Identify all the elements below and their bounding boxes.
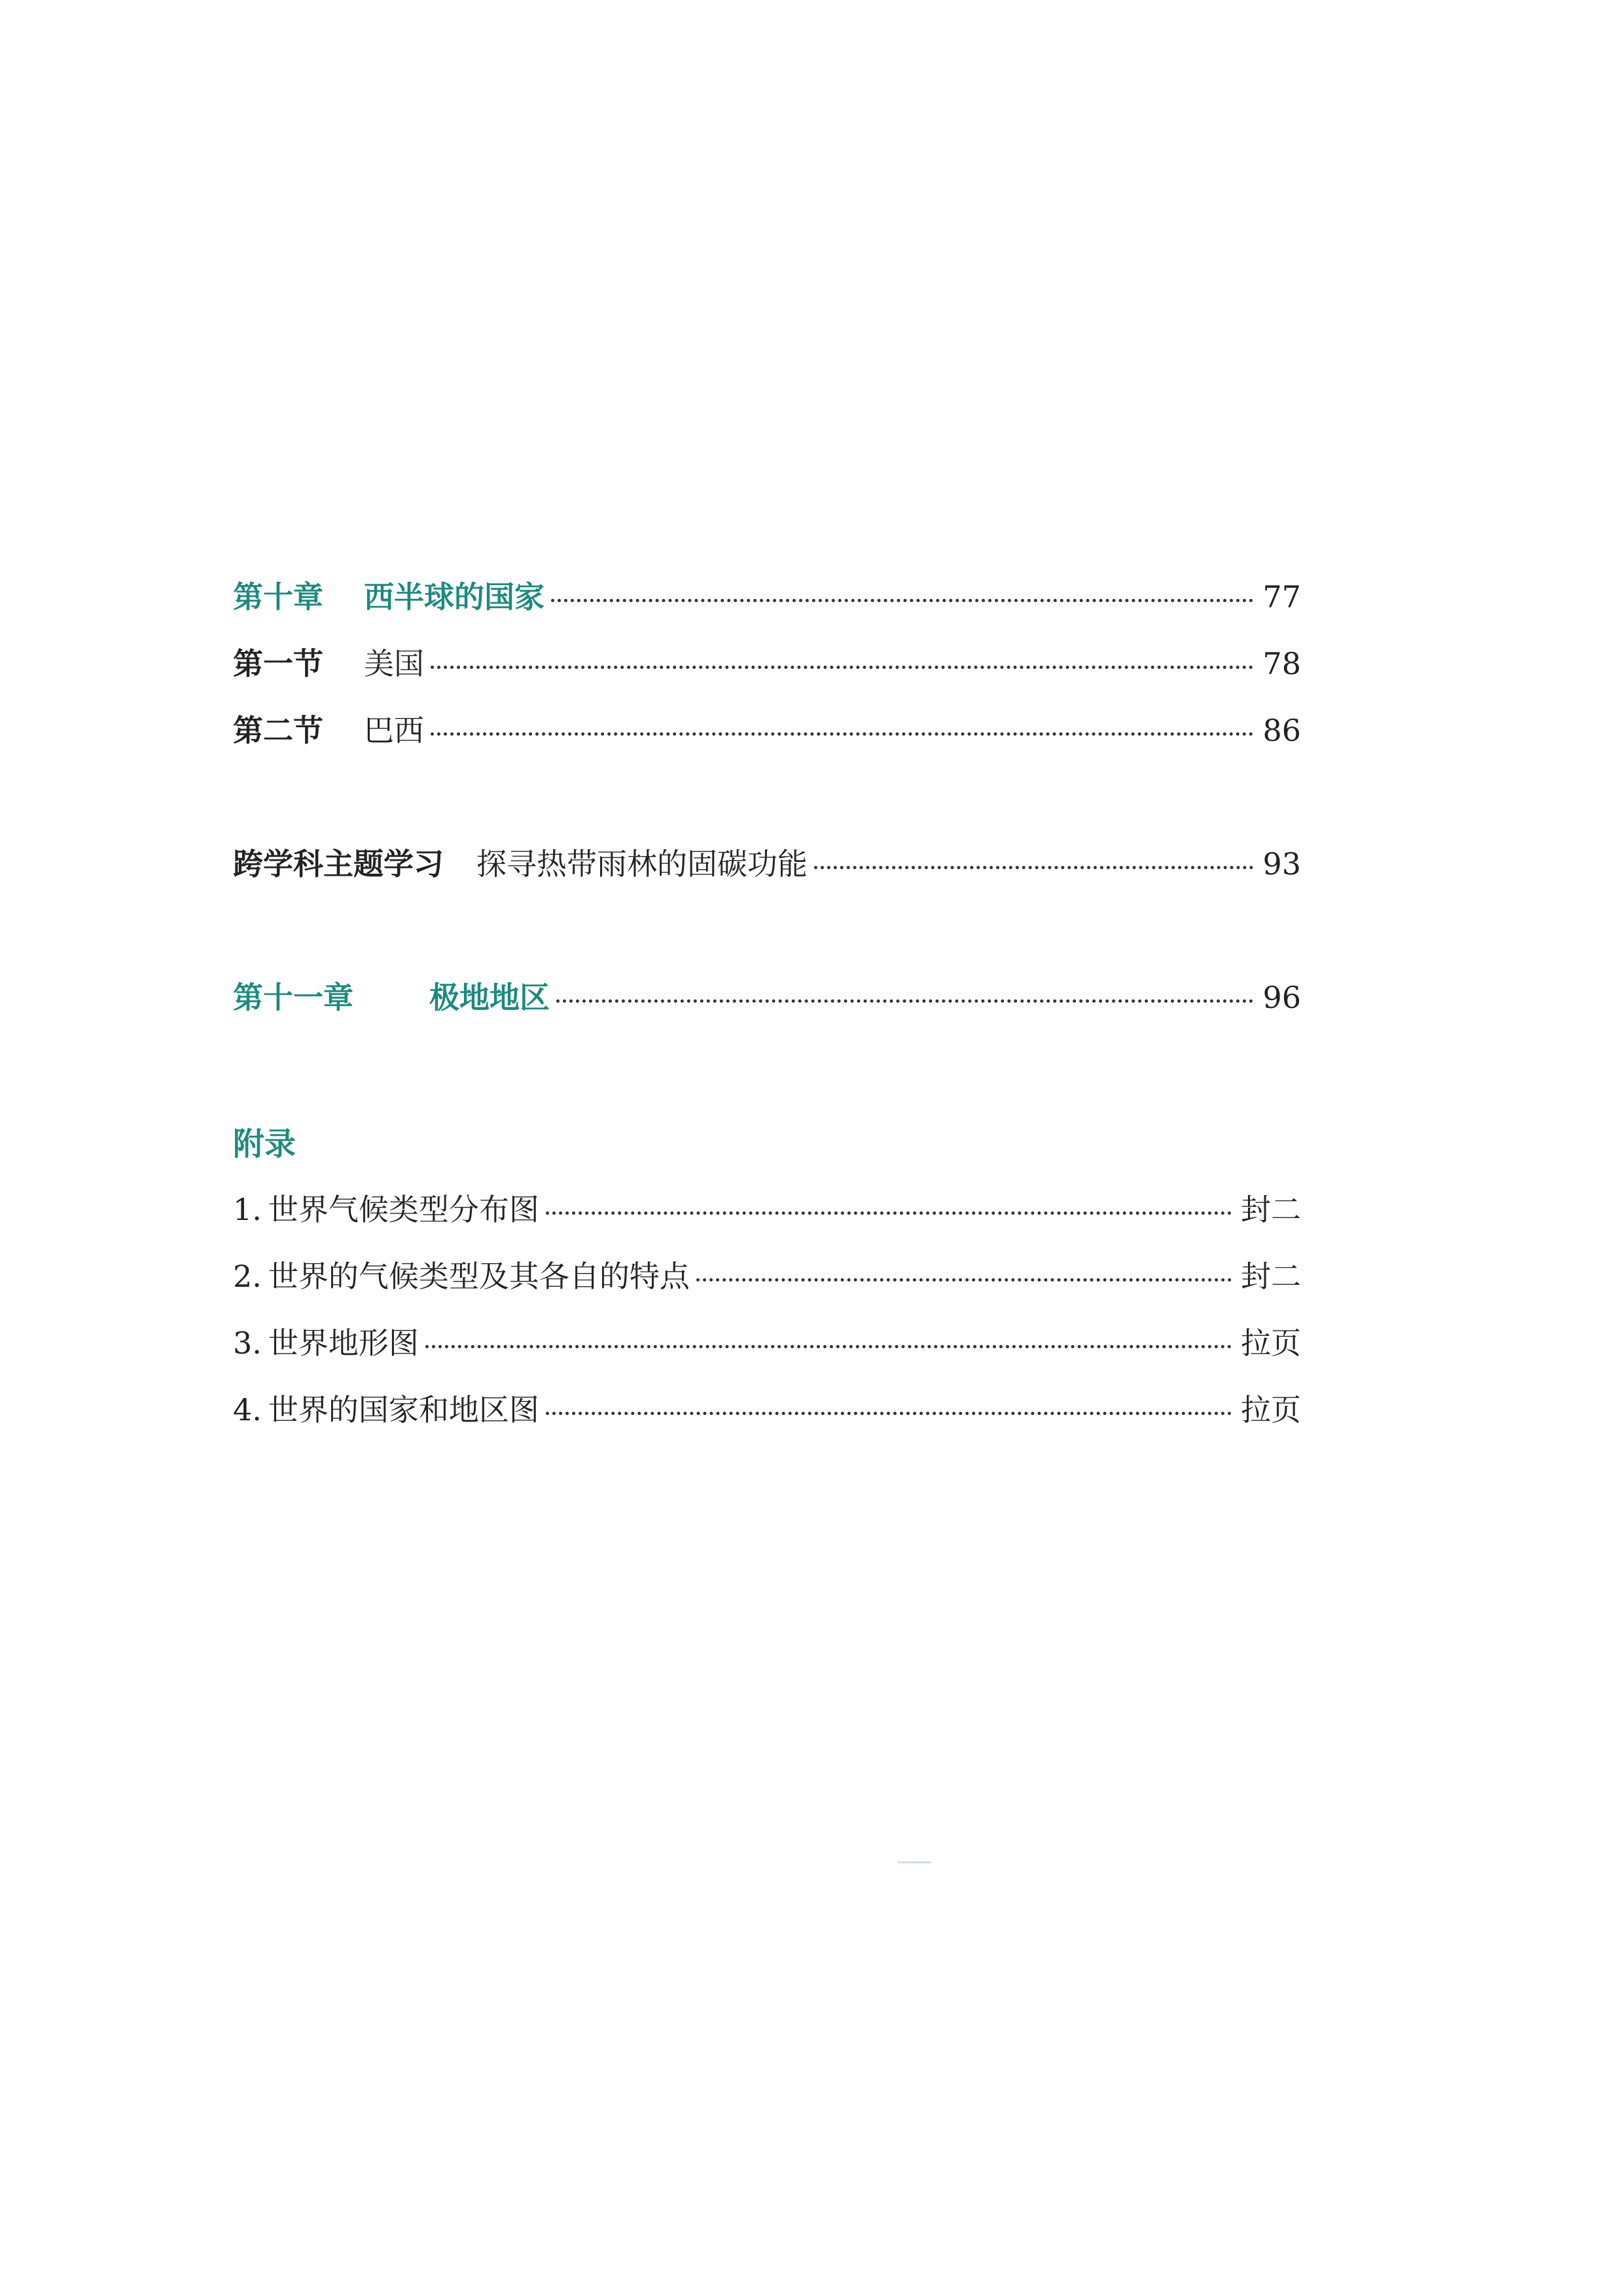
dot-leader: [431, 666, 1253, 669]
appendix-item[interactable]: [233, 1317, 1301, 1369]
page-number: 86: [1262, 713, 1301, 748]
appendix-item[interactable]: [233, 1183, 1301, 1236]
topic-label: 跨学科主题学习: [233, 846, 444, 882]
section-title: 巴西: [364, 713, 424, 748]
dot-leader: [556, 999, 1253, 1003]
dot-leader: [431, 732, 1253, 736]
page-number: 78: [1262, 646, 1301, 681]
item-title: 世界的国家和地区图: [268, 1392, 539, 1427]
dot-leader: [696, 1278, 1232, 1282]
toc-section-1[interactable]: [233, 637, 1301, 690]
dot-leader: [546, 1412, 1232, 1415]
dot-leader: [425, 1345, 1232, 1348]
dot-leader: [814, 866, 1253, 869]
section-label: 第一节: [233, 646, 323, 681]
page-number: 拉页: [1241, 1392, 1301, 1427]
page-number: 93: [1262, 846, 1301, 882]
appendix-item[interactable]: [233, 1250, 1301, 1302]
item-number: 1.: [233, 1192, 262, 1227]
item-title: 世界气候类型分布图: [268, 1192, 539, 1227]
item-title: 世界的气候类型及其各自的特点: [268, 1259, 690, 1294]
chapter-title: 极地地区: [429, 980, 550, 1015]
toc-section-2[interactable]: [233, 704, 1301, 757]
page-number: 77: [1262, 579, 1301, 615]
section-label: 第二节: [233, 713, 323, 748]
appendix-item[interactable]: [233, 1384, 1301, 1436]
page-number: 封二: [1241, 1259, 1301, 1294]
appendix-heading: 附录: [233, 1126, 296, 1162]
page-number: 拉页: [1241, 1325, 1301, 1361]
toc-topic[interactable]: [233, 838, 1301, 890]
page-number: 96: [1262, 980, 1301, 1015]
item-number: 4.: [233, 1392, 262, 1427]
item-number: 3.: [233, 1325, 262, 1361]
item-number: 2.: [233, 1259, 262, 1294]
toc-chapter-11[interactable]: [233, 971, 1301, 1024]
chapter-label: 第十一章: [233, 980, 353, 1015]
chapter-title: 西半球的国家: [364, 579, 544, 615]
section-title: 美国: [364, 646, 424, 681]
item-title: 世界地形图: [268, 1325, 419, 1361]
dot-leader: [546, 1211, 1232, 1215]
topic-title: 探寻热带雨林的固碳功能: [476, 846, 808, 882]
page-number: 封二: [1241, 1192, 1301, 1227]
toc-chapter-10[interactable]: [233, 571, 1301, 623]
scan-mark: [898, 1861, 931, 1863]
dot-leader: [551, 599, 1253, 602]
chapter-label: 第十章: [233, 579, 323, 615]
